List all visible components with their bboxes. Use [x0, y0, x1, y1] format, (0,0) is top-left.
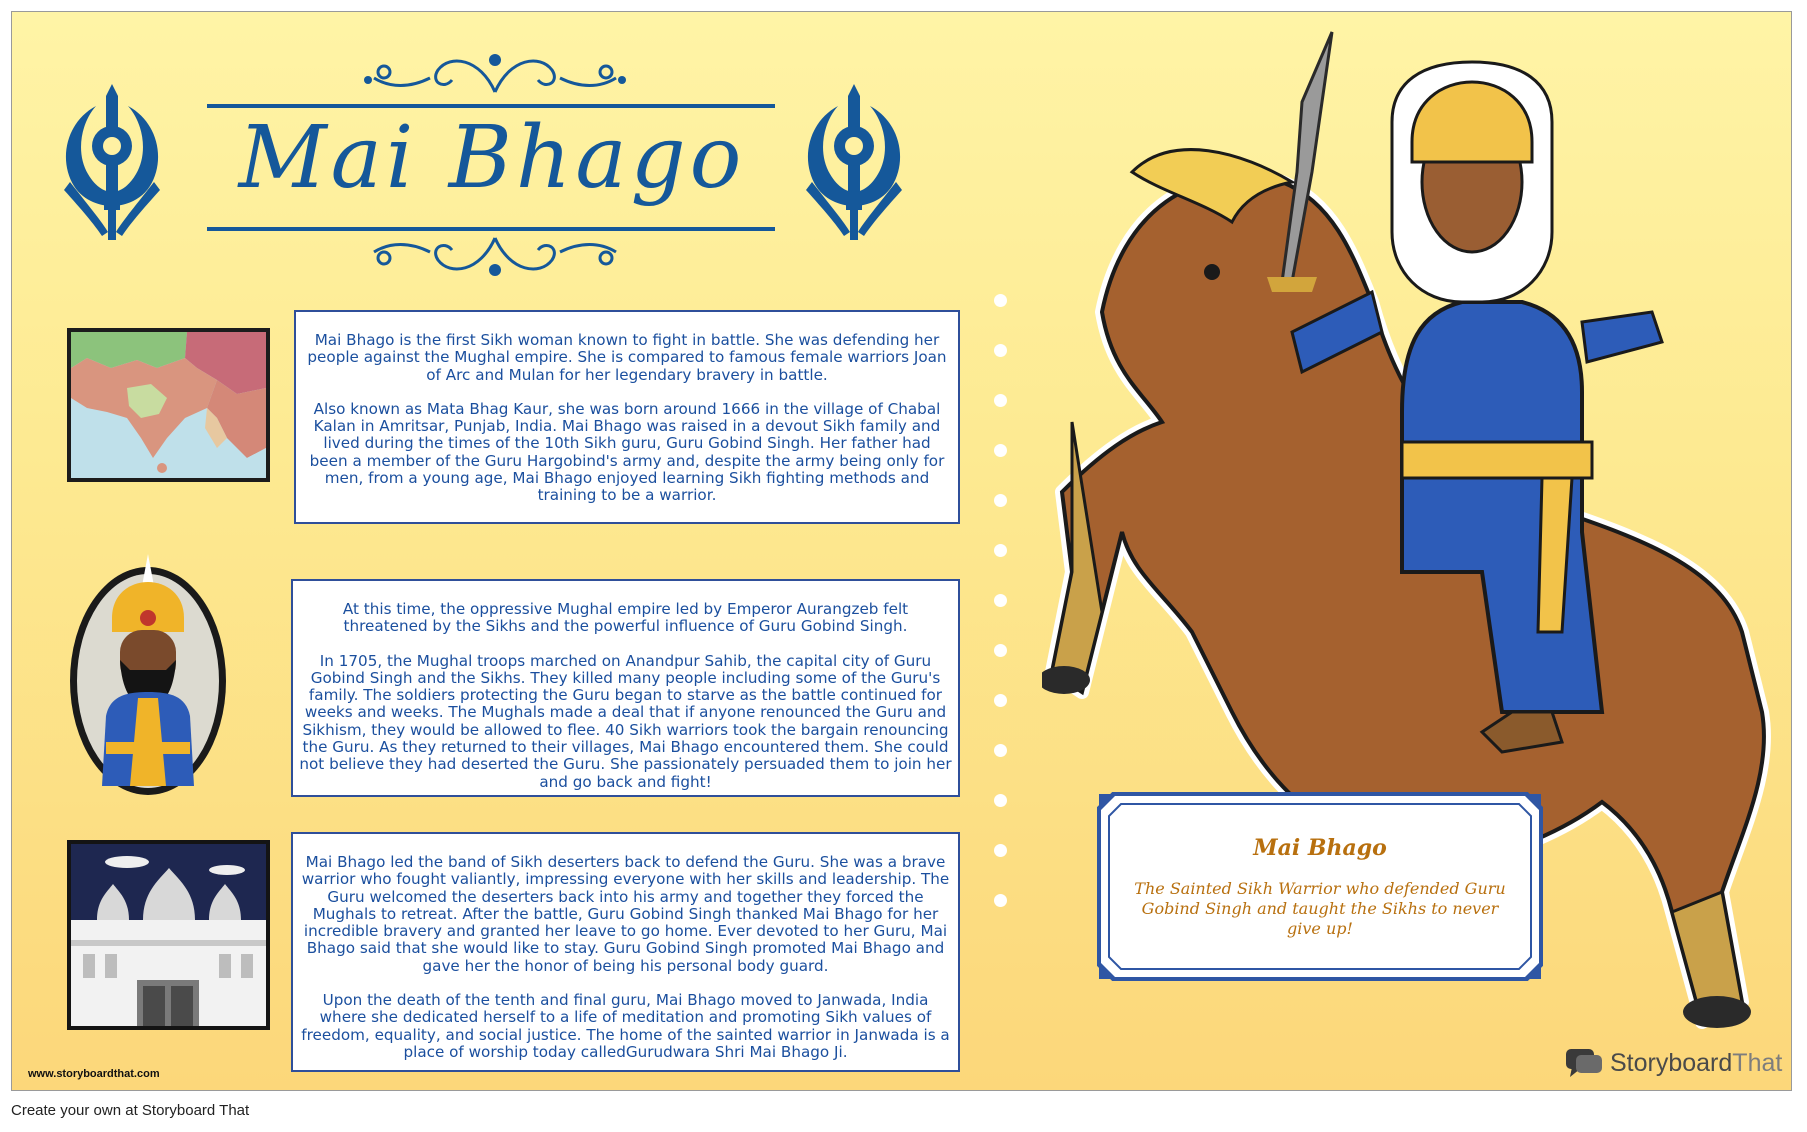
text-box-early-life — [294, 310, 960, 524]
khanda-icon — [794, 82, 914, 242]
emperor-portrait — [66, 546, 230, 800]
paragraph: Mai Bhago is the first Sikh woman known to fight in battle. She was defending her people against the Mughal empire. She is compared to famous female warriors Joan of Arc and Mulan for her legendary bravery in battle. — [307, 331, 947, 384]
caption-title: Mai Bhago — [1253, 835, 1387, 861]
paragraph: At this time, the oppressive Mughal empire led by Emperor Aurangzeb felt threatened by the Sikhs and the powerful influence of Guru Gobind Singh. — [342, 600, 909, 636]
dot — [994, 544, 1007, 557]
title-rule-bottom — [207, 227, 775, 231]
dot — [994, 394, 1007, 407]
dot — [994, 644, 1007, 657]
brand-name-part2: That — [1732, 1048, 1783, 1077]
dot — [994, 894, 1007, 907]
ornament-icon — [360, 48, 630, 98]
paragraph: In 1705, the Mughal troops marched on Anandpur Sahib, the capital city of Guru Gobind Singh and the Sikhs. They killed many people including some of the Guru's family. The soldiers protecting the Guru began to starve as the battle continued for weeks and weeks. The Mughals made a deal that if anyone renounced the Guru and Sikhism, they would be allowed to flee. 40 Sikh warriors took the bargain renouncing the Guru. As they returned to their villages, Mai Bhago encountered them. She could not believe they had deserted the Guru. She passionately persuaded them to join her and go back and fight! — [299, 651, 952, 791]
text-box-later-life — [291, 832, 960, 1072]
dot — [994, 344, 1007, 357]
brand-name — [1610, 1049, 1782, 1078]
caption-text: The Sainted Sikh Warrior who defended Guru Gobind Singh and taught the Sikhs to never give up! — [1134, 879, 1506, 938]
text-box-mughal-siege — [291, 579, 960, 797]
dot — [994, 694, 1007, 707]
khanda-icon — [52, 82, 172, 242]
site-url: www.storyboardthat.com — [28, 1068, 160, 1080]
brand-name-part1: Storyboard — [1610, 1048, 1733, 1077]
map-image — [67, 328, 270, 482]
paragraph: Upon the death of the tenth and final guru, Mai Bhago moved to Janwada, India where she dedicated herself to a life of meditation and promoting Sikh values of freedom, equality, and social justice. The home of the sainted warrior in Janwada is a place of worship today calledGurudwara Shri Mai Bhago Ji. — [301, 991, 950, 1061]
footer-link[interactable]: Create your own at Storyboard That — [11, 1102, 250, 1119]
dot — [994, 444, 1007, 457]
storyboardthat-logo — [1564, 1047, 1782, 1079]
ornament-icon — [360, 234, 630, 282]
dot — [994, 594, 1007, 607]
dot — [994, 844, 1007, 857]
dot — [994, 494, 1007, 507]
caption — [1112, 809, 1528, 965]
gurudwara-image — [67, 840, 270, 1030]
dot — [994, 744, 1007, 757]
dot — [994, 294, 1007, 307]
poster — [11, 11, 1792, 1091]
speech-bubble-icon — [1564, 1047, 1604, 1079]
poster-title: Mai Bhago — [238, 108, 746, 208]
paragraph: Mai Bhago led the band of Sikh deserters back to defend the Guru. She was a brave warrior who fought valiantly, impressing everyone with her skills and leadership. The Guru welcomed the deserters back into his army and together they forced the Mughals to retreat. After the battle, Guru Gobind Singh thanked Mai Bhago for her incredible bravery and granted her leave to go home. Ever devoted to her Guru, Mai Bhago said that she would like to stay. Guru Gobind Singh promoted Mai Bhago and gave her the honor of being his personal body guard. — [301, 853, 950, 975]
dot — [994, 794, 1007, 807]
paragraph: Also known as Mata Bhag Kaur, she was born around 1666 in the village of Chabal Kalan in Amritsar, Punjab, India. Mai Bhago was raised in a devout Sikh family and lived during the times of the 10th Sikh guru, Guru Gobind Singh. Her father had been a member of the Guru Hargobind's army and, despite the army being only for men, from a young age, Mai Bhago enjoyed learning Sikh fighting methods and training to be a warrior. — [309, 399, 945, 505]
